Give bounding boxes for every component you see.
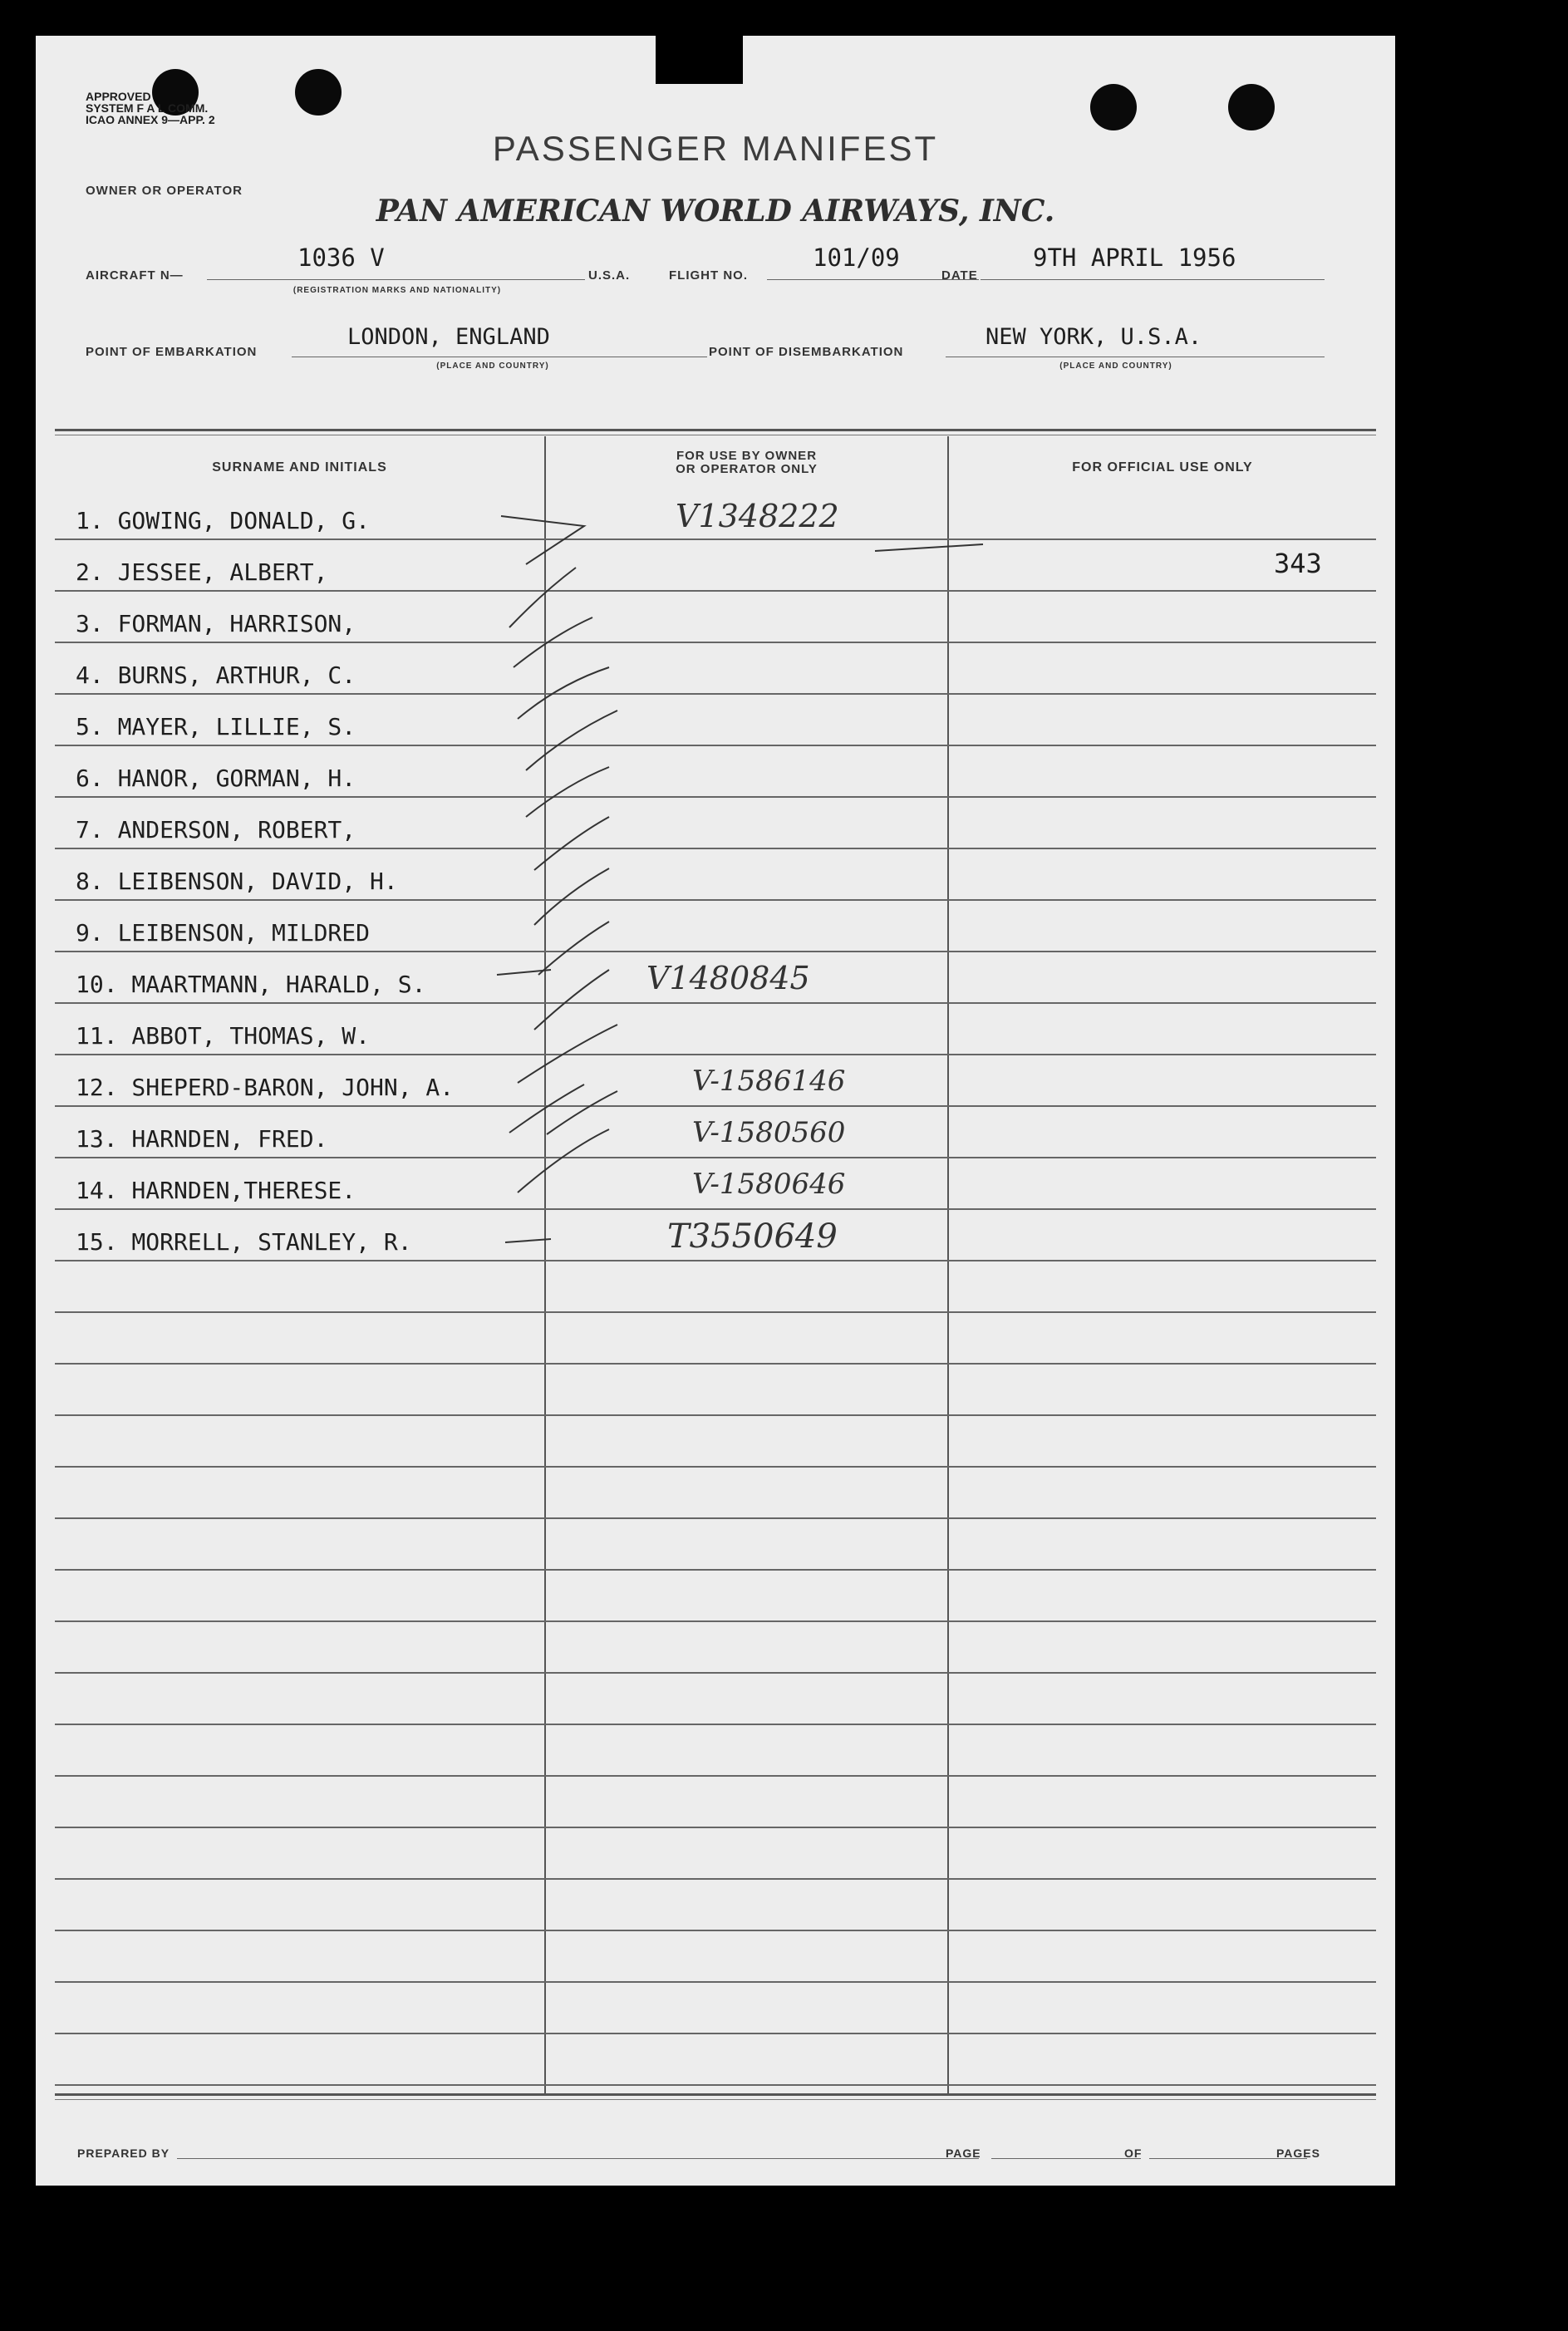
passenger-name: 5. MAYER, LILLIE, S.: [76, 713, 356, 740]
prepared-by-line: [177, 2158, 979, 2159]
disembark-label: POINT OF DISEMBARKATION: [709, 345, 904, 359]
col-owner-header-line: FOR USE BY OWNER: [676, 449, 818, 463]
passport-note: V-1580560: [692, 1116, 846, 1149]
aircraft-sub: (REGISTRATION MARKS AND NATIONALITY): [292, 286, 502, 295]
check-mark: [526, 767, 609, 817]
passport-note: V1480845: [646, 960, 810, 996]
passenger-name: 7. ANDERSON, ROBERT,: [76, 816, 356, 843]
date-label: DATE: [941, 268, 978, 283]
passenger-name: 13. HARNDEN, FRED.: [76, 1125, 328, 1153]
prepared-by-label: PREPARED BY: [77, 2147, 170, 2160]
passenger-name: 8. LEIBENSON, DAVID, H.: [76, 868, 398, 895]
passenger-name: 14. HARNDEN,THERESE.: [76, 1177, 356, 1204]
col-surname-header: SURNAME AND INITIALS: [212, 460, 387, 475]
flight-value: 101/09: [813, 243, 900, 272]
check-mark: [538, 922, 609, 975]
owner-label: OWNER OR OPERATOR: [86, 184, 243, 198]
passenger-name: 9. LEIBENSON, MILDRED: [76, 919, 371, 947]
disembark-value: NEW YORK, U.S.A.: [986, 324, 1202, 350]
check-mark: [505, 1239, 551, 1242]
passenger-name: 2. JESSEE, ALBERT,: [76, 558, 328, 586]
aircraft-label: AIRCRAFT N—: [86, 268, 184, 283]
passenger-name: 3. FORMAN, HARRISON,: [76, 610, 356, 637]
page-label: PAGE: [946, 2147, 981, 2160]
passenger-name: 12. SHEPERD-BARON, JOHN, A.: [76, 1074, 455, 1101]
check-mark: [497, 970, 551, 975]
approval-line: ICAO ANNEX 9—APP. 2: [86, 113, 215, 126]
passenger-name: 6. HANOR, GORMAN, H.: [76, 765, 356, 792]
official-note: 343: [1274, 548, 1322, 579]
check-mark: [534, 817, 609, 870]
passport-note: V-1580646: [692, 1168, 846, 1201]
check-mark: [534, 868, 609, 925]
col-owner-header-line: OR OPERATOR ONLY: [676, 462, 818, 476]
passenger-name: 4. BURNS, ARTHUR, C.: [76, 661, 356, 689]
passenger-name: 10. MAARTMANN, HARALD, S.: [76, 971, 426, 998]
approval-line: APPROVED: [86, 90, 151, 103]
col-official-header: FOR OFFICIAL USE ONLY: [1072, 460, 1253, 475]
check-mark: [501, 516, 584, 564]
check-mark: [547, 1091, 617, 1134]
manifest-sheet: [36, 36, 1395, 2186]
passport-note: V-1586146: [692, 1065, 846, 1098]
check-mark: [875, 544, 983, 551]
owner-value: PAN AMERICAN WORLD AIRWAYS, INC.: [376, 194, 1055, 229]
check-mark: [534, 970, 609, 1030]
aircraft-value: 1036 V: [297, 243, 385, 272]
check-marks: [36, 36, 1395, 2186]
of-label: OF: [1124, 2147, 1143, 2160]
flight-label: FLIGHT NO.: [669, 268, 748, 283]
approval-line: SYSTEM F A L COMM.: [86, 101, 209, 115]
check-mark: [509, 1084, 584, 1133]
page-line: [991, 2158, 1141, 2159]
date-value: 9TH APRIL 1956: [1033, 243, 1236, 272]
passport-note: T3550649: [667, 1217, 838, 1256]
passenger-name: 1. GOWING, DONALD, G.: [76, 507, 371, 534]
check-mark: [518, 1129, 609, 1193]
check-mark: [518, 667, 609, 719]
check-mark: [514, 617, 592, 667]
document-title: PASSENGER MANIFEST: [492, 129, 939, 168]
check-mark: [509, 568, 576, 627]
check-mark: [518, 1025, 617, 1083]
passport-note: V1348222: [676, 498, 839, 534]
pages-label: PAGES: [1276, 2147, 1320, 2160]
usa-label: U.S.A.: [588, 268, 631, 283]
embark-label: POINT OF EMBARKATION: [86, 345, 258, 359]
embark-value: LONDON, ENGLAND: [347, 324, 550, 350]
embark-sub: (PLACE AND COUNTRY): [436, 361, 549, 371]
passenger-name: 15. MORRELL, STANLEY, R.: [76, 1228, 412, 1256]
check-mark: [526, 711, 617, 770]
passenger-name: 11. ABBOT, THOMAS, W.: [76, 1022, 371, 1050]
disembark-sub: (PLACE AND COUNTRY): [1059, 361, 1172, 371]
